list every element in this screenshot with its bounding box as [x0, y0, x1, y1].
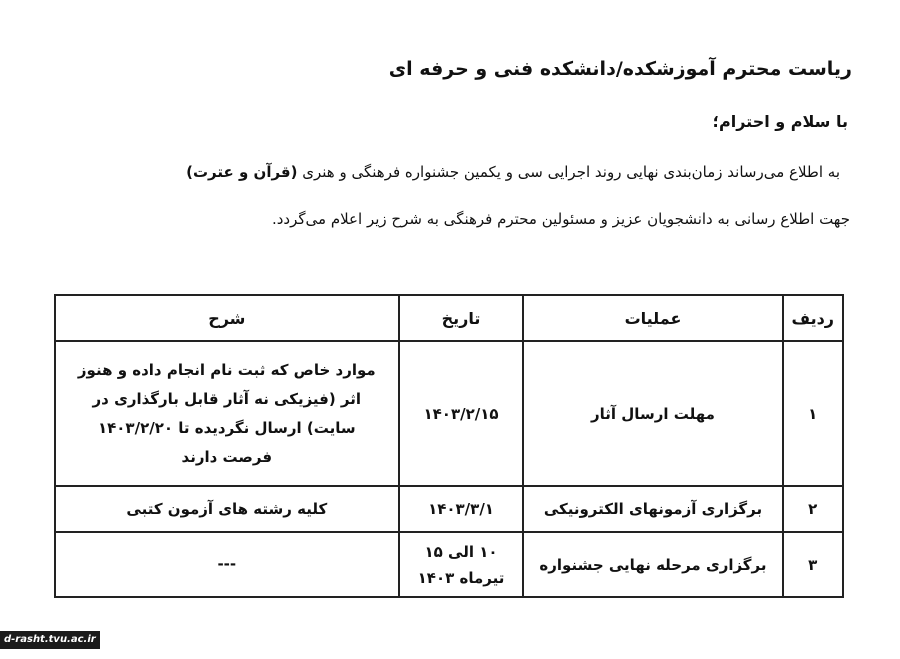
table-row: [55, 486, 843, 532]
row-number: ۱: [783, 341, 843, 486]
row-description: [55, 341, 399, 486]
row-operation: مهلت ارسال آثار: [523, 341, 782, 486]
row-description: کلیه رشته های آزمون کتبی: [55, 486, 399, 532]
row-date: [399, 532, 524, 597]
paragraph-1-bold-text: (قرآن و عترت): [186, 163, 298, 181]
row-number: ۲: [783, 486, 843, 532]
header-description: شرح: [55, 295, 399, 341]
table-header-row: [55, 295, 843, 341]
paragraph-1-text: به اطلاع می‌رساند زمان‌بندی نهایی روند اجرایی سی و یکمین جشنواره فرهنگی و هنری: [297, 163, 840, 181]
description-line: فرصت دارند: [181, 447, 273, 466]
header-row-number: ردیف: [783, 295, 843, 341]
row-date: ۱۴۰۳/۳/۱: [399, 486, 524, 532]
letter-title: ریاست محترم آموزشکده/دانشکده فنی و حرفه ای: [388, 58, 852, 80]
letter-paragraph-2: جهت اطلاع رسانی به دانشجویان عزیز و مسئولین محترم فرهنگی به شرح زیر اعلام می‌گردد.: [271, 210, 850, 228]
letter-paragraph-1: [40, 163, 840, 181]
header-operation: عملیات: [523, 295, 782, 341]
date-line: ۱۰ الی ۱۵: [424, 542, 498, 561]
table-row: [55, 532, 843, 597]
table-row: [55, 341, 843, 486]
description-line: سایت) ارسال نگردیده تا ۱۴۰۳/۲/۲۰: [97, 418, 356, 437]
site-watermark: d-rasht.tvu.ac.ir: [0, 631, 100, 649]
description-line: اثر (فیزیکی نه آثار قابل بارگذاری در: [92, 389, 362, 408]
row-number: ۳: [783, 532, 843, 597]
description-line: موارد خاص که ثبت نام انجام داده و هنوز: [77, 360, 376, 379]
row-operation: برگزاری مرحله نهایی جشنواره: [523, 532, 782, 597]
row-description: ---: [55, 532, 399, 597]
header-date: تاریخ: [399, 295, 524, 341]
row-operation: برگزاری آزمونهای الکترونیکی: [523, 486, 782, 532]
schedule-table: [54, 294, 844, 598]
date-line: تیرماه ۱۴۰۳: [417, 568, 505, 587]
letter-greeting: با سلام و احترام؛: [712, 112, 848, 131]
row-date: ۱۴۰۳/۲/۱۵: [399, 341, 524, 486]
